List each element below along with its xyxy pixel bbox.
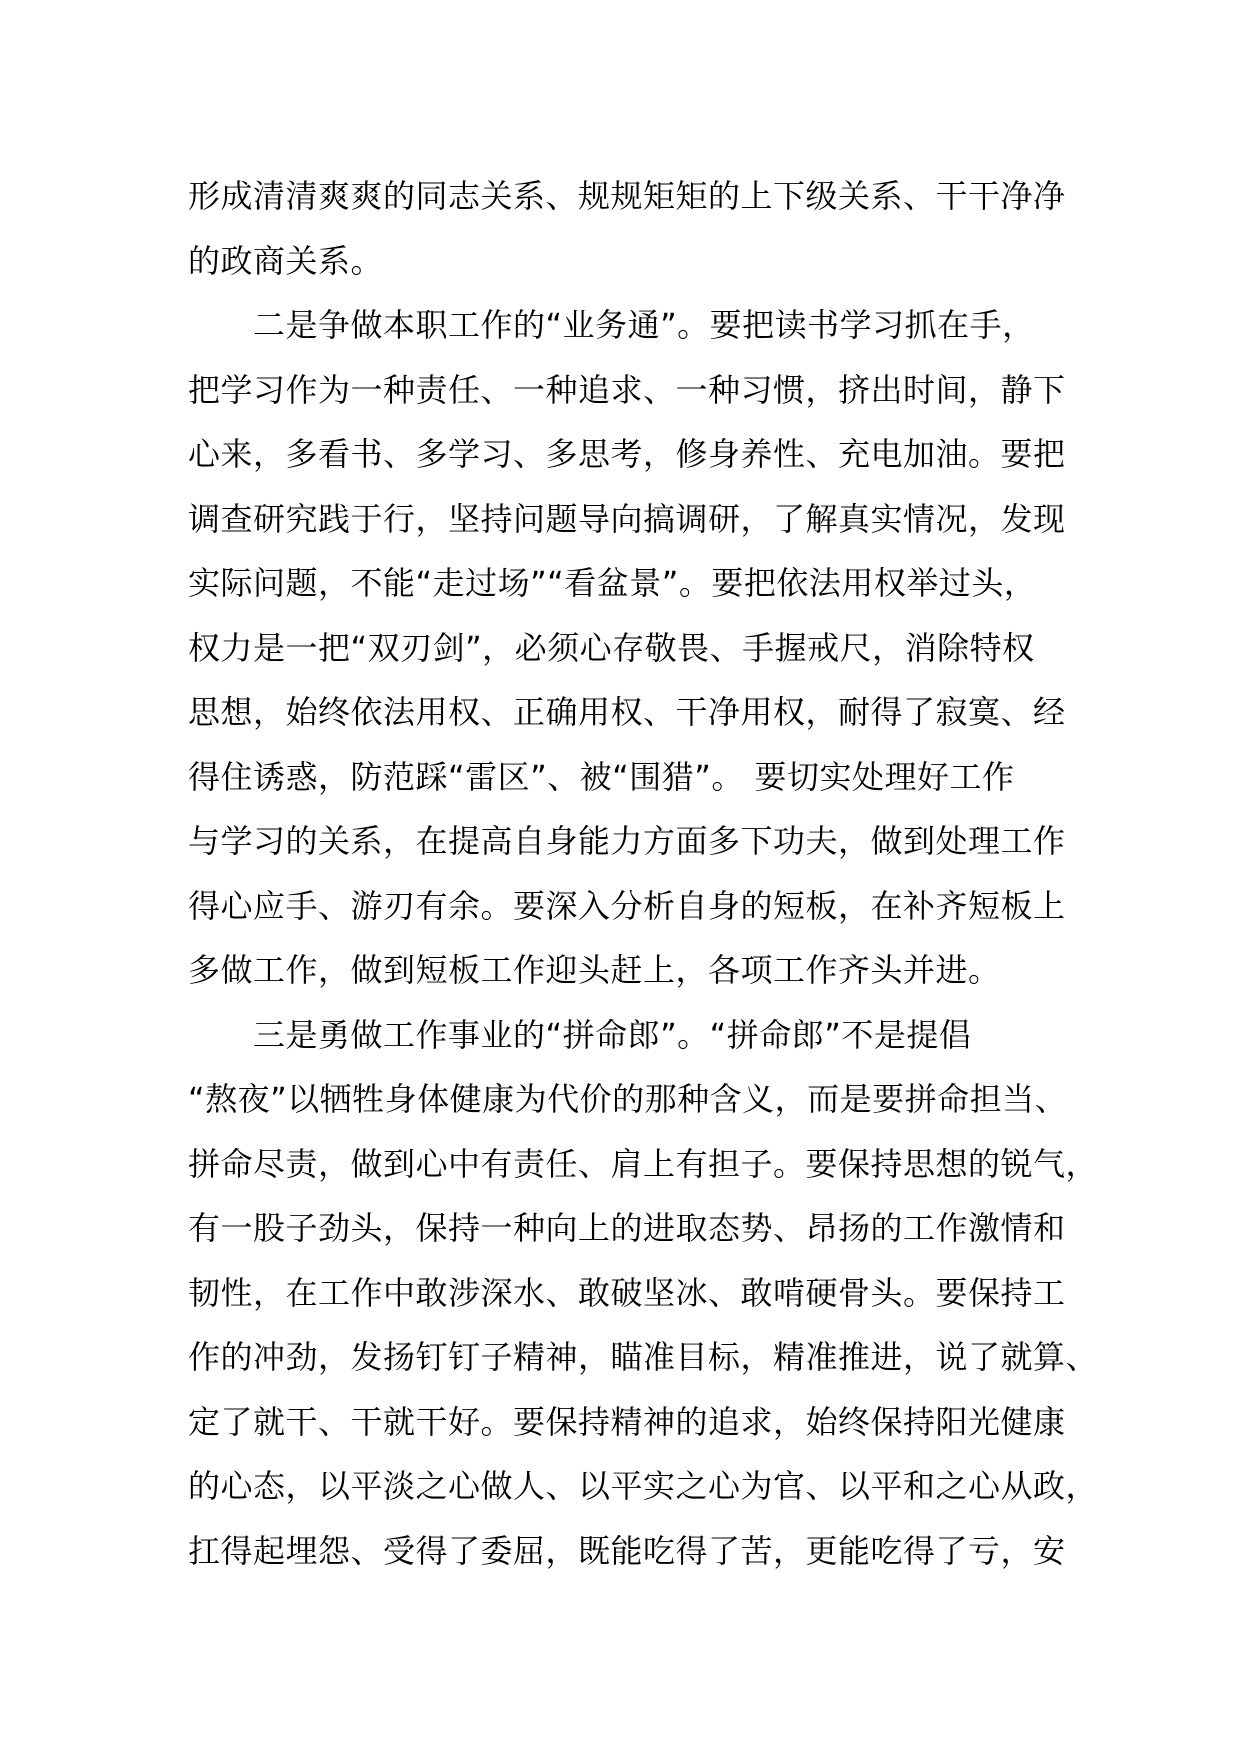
text-line: 拼命尽责，做到心中有责任、肩上有担子。要保持思想的锐气， [188, 1144, 1099, 1183]
text-line: 得心应手、游刃有余。要深入分析自身的短板，在补齐短板上 [188, 886, 1066, 925]
text-line: 权力是一把“双刃剑”，必须心存敬畏、手握戒尺，消除特权 [188, 628, 1035, 667]
text-line: 作的冲劲，发扬钉钉子精神，瞄准目标，精准推进，说了就算、 [188, 1338, 1099, 1376]
text-line: 多做工作，做到短板工作迎头赶上，各项工作齐头并进。 [188, 951, 1001, 989]
text-line: 的心态，以平淡之心做人、以平实之心为官、以平和之心从政， [188, 1467, 1099, 1505]
text-line: 扛得起埋怨、受得了委屈，既能吃得了苦，更能吃得了亏，安 [188, 1531, 1066, 1570]
text-line: 实际问题，不能“走过场”“看盆景”。要把依法用权举过头， [188, 564, 1037, 602]
text-line: 与学习的关系，在提高自身能力方面多下功夫，做到处理工作 [188, 822, 1066, 860]
body-text [188, 164, 1099, 1583]
text-line: 形成清清爽爽的同志关系、规规矩矩的上下级关系、干干净净 [188, 177, 1066, 215]
text-line: 有一股子劲头，保持一种向上的进取态势、昂扬的工作激情和 [188, 1209, 1066, 1247]
text-line: “熬夜”以牺牲身体健康为代价的那种含义，而是要拼命担当、 [188, 1080, 1068, 1118]
paragraph-start-line: 二是争做本职工作的“业务通”。要把读书学习抓在手， [188, 306, 1035, 344]
text-line: 定了就干、干就干好。要保持精神的追求，始终保持阳光健康 [188, 1402, 1066, 1441]
text-line: 韧性，在工作中敢涉深水、敢破坚冰、敢啃硬骨头。要保持工 [188, 1273, 1066, 1312]
paragraph-start-line: 三是勇做工作事业的“拼命郎”。“拼命郎”不是提倡 [188, 1015, 972, 1054]
text-line: 的政商关系。 [188, 241, 384, 280]
text-line: 把学习作为一种责任、一种追求、一种习惯，挤出时间，静下 [188, 370, 1066, 409]
text-line: 调查研究践于行，坚持问题导向搞调研，了解真实情况，发现 [188, 499, 1066, 538]
text-line: 思想，始终依法用权、正确用权、干净用权，耐得了寂寞、经 [188, 693, 1066, 731]
text-line: 得住诱惑，防范踩“雷区”、被“围猎”。 要切实处理好工作 [188, 757, 1015, 796]
text-line: 心来，多看书、多学习、多思考，修身养性、充电加油。要把 [188, 435, 1066, 473]
